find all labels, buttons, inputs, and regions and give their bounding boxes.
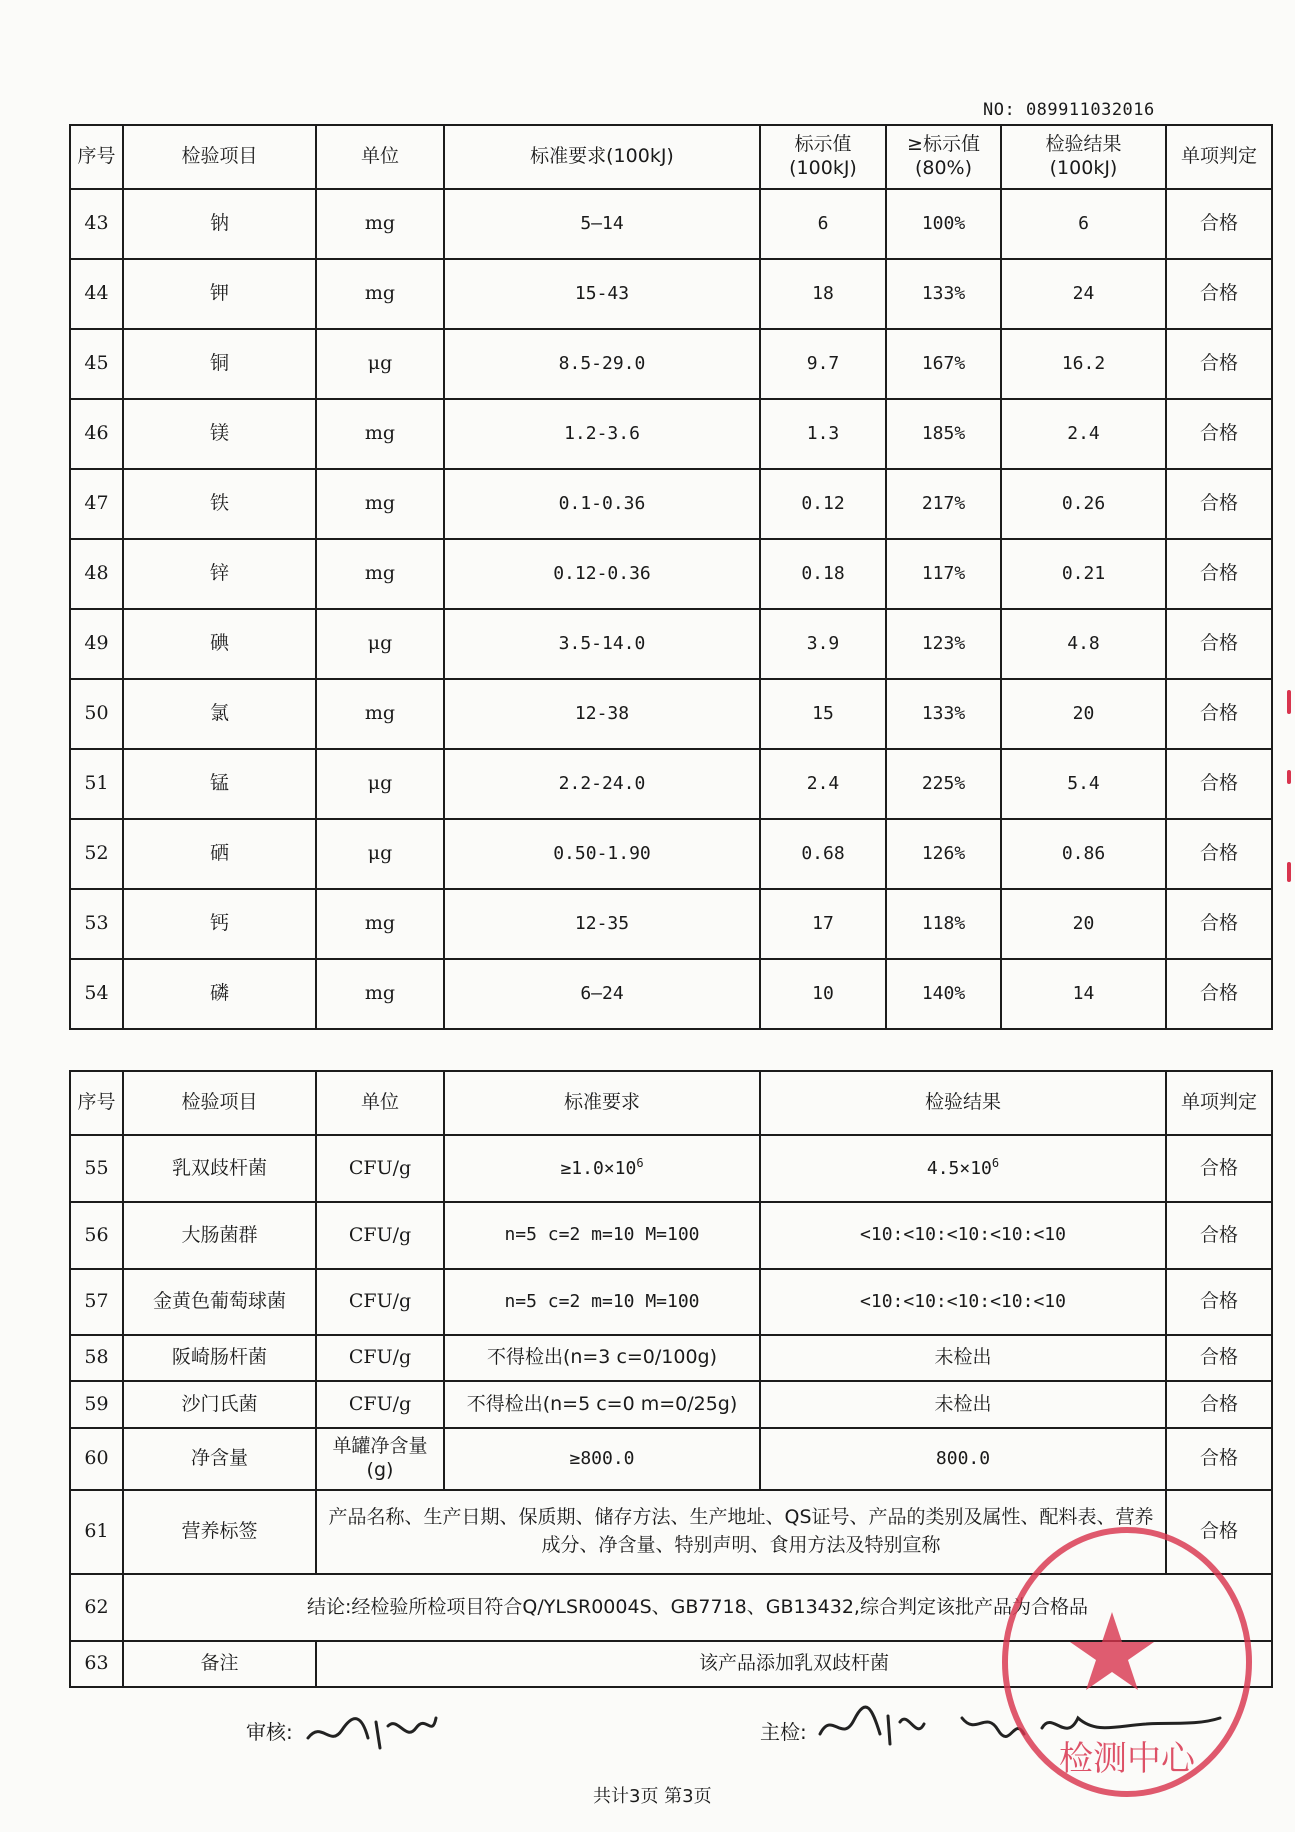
row-standard: 0.1-0.36 bbox=[444, 469, 760, 539]
row-ratio: 126% bbox=[886, 819, 1001, 889]
row-label-value: 18 bbox=[760, 259, 886, 329]
row-no: 58 bbox=[70, 1335, 123, 1381]
row-verdict: 合格 bbox=[1166, 1428, 1272, 1490]
row-item: 大肠菌群 bbox=[123, 1202, 316, 1269]
row-label-value: 9.7 bbox=[760, 329, 886, 399]
row-item: 营养标签 bbox=[123, 1490, 316, 1574]
row-item: 乳双歧杆菌 bbox=[123, 1135, 316, 1202]
row-result bbox=[760, 1135, 1166, 1202]
header-unit: 单位 bbox=[316, 1071, 444, 1135]
row-unit: μg bbox=[316, 329, 444, 399]
row-verdict: 合格 bbox=[1166, 1269, 1272, 1335]
row-ratio: 167% bbox=[886, 329, 1001, 399]
row-item: 钾 bbox=[123, 259, 316, 329]
row-unit: mg bbox=[316, 469, 444, 539]
row-result: 未检出 bbox=[760, 1381, 1166, 1428]
row-item: 镁 bbox=[123, 399, 316, 469]
table-row bbox=[70, 259, 1272, 329]
row-item: 铜 bbox=[123, 329, 316, 399]
header-item: 检验项目 bbox=[123, 125, 316, 189]
row-no: 63 bbox=[70, 1641, 123, 1687]
row-verdict: 合格 bbox=[1166, 889, 1272, 959]
row-standard: 2.2-24.0 bbox=[444, 749, 760, 819]
conclusion-text: 结论:经检验所检项目符合Q/YLSR0004S、GB7718、GB13432,综合判定该批产品为合格品 bbox=[123, 1574, 1272, 1641]
table-row bbox=[70, 539, 1272, 609]
row-standard: 6—24 bbox=[444, 959, 760, 1029]
table-row bbox=[70, 469, 1272, 539]
row-result: 0.86 bbox=[1001, 819, 1166, 889]
row-unit: CFU/g bbox=[316, 1381, 444, 1428]
row-item: 金黄色葡萄球菌 bbox=[123, 1269, 316, 1335]
row-unit: mg bbox=[316, 259, 444, 329]
row-standard bbox=[444, 1135, 760, 1202]
header-result: 检验结果 bbox=[760, 1071, 1166, 1135]
row-result: 0.26 bbox=[1001, 469, 1166, 539]
row-no: 54 bbox=[70, 959, 123, 1029]
row-verdict: 合格 bbox=[1166, 819, 1272, 889]
row-ratio: 217% bbox=[886, 469, 1001, 539]
row-unit: mg bbox=[316, 189, 444, 259]
row-unit: mg bbox=[316, 539, 444, 609]
table-row bbox=[70, 749, 1272, 819]
edge-mark bbox=[1287, 862, 1291, 882]
row-ratio: 123% bbox=[886, 609, 1001, 679]
row-result: 20 bbox=[1001, 679, 1166, 749]
red-seal-stamp bbox=[992, 1512, 1262, 1812]
nutrient-test-table bbox=[69, 124, 1273, 1030]
row-result: <10:<10:<10:<10:<10 bbox=[760, 1202, 1166, 1269]
row-label-value: 15 bbox=[760, 679, 886, 749]
table-row bbox=[70, 1381, 1272, 1428]
row-no: 62 bbox=[70, 1574, 123, 1641]
header-verdict: 单项判定 bbox=[1166, 125, 1272, 189]
row-label-value: 2.4 bbox=[760, 749, 886, 819]
row-verdict: 合格 bbox=[1166, 1335, 1272, 1381]
row-item: 阪崎肠杆菌 bbox=[123, 1335, 316, 1381]
row-result: 5.4 bbox=[1001, 749, 1166, 819]
inspector-label: 主检: bbox=[760, 1720, 807, 1744]
std-base: ≥1.0×10 bbox=[560, 1158, 637, 1180]
row-no: 55 bbox=[70, 1135, 123, 1202]
table2-header-row bbox=[70, 1071, 1272, 1135]
row-unit: mg bbox=[316, 889, 444, 959]
table-row bbox=[70, 959, 1272, 1029]
table-row bbox=[70, 1428, 1272, 1490]
row-verdict: 合格 bbox=[1166, 749, 1272, 819]
row-label-value: 0.68 bbox=[760, 819, 886, 889]
row-result: 2.4 bbox=[1001, 399, 1166, 469]
row-standard: 不得检出(n=5 c=0 m=0/25g) bbox=[444, 1381, 760, 1428]
reviewer-label: 审核: bbox=[246, 1720, 293, 1744]
row-no: 48 bbox=[70, 539, 123, 609]
row-unit: CFU/g bbox=[316, 1202, 444, 1269]
label-check-content: 产品名称、生产日期、保质期、储存方法、生产地址、QS证号、产品的类别及属性、配料表、营养成分、净含量、特别声明、食用方法及特别宣称 bbox=[316, 1490, 1166, 1574]
row-verdict: 合格 bbox=[1166, 1381, 1272, 1428]
row-ratio: 140% bbox=[886, 959, 1001, 1029]
row-item: 钠 bbox=[123, 189, 316, 259]
row-ratio: 117% bbox=[886, 539, 1001, 609]
row-label-value: 6 bbox=[760, 189, 886, 259]
row-item: 锰 bbox=[123, 749, 316, 819]
row-standard: 1.2-3.6 bbox=[444, 399, 760, 469]
row-verdict: 合格 bbox=[1166, 1490, 1272, 1574]
row-no: 44 bbox=[70, 259, 123, 329]
row-verdict: 合格 bbox=[1166, 609, 1272, 679]
row-no: 49 bbox=[70, 609, 123, 679]
row-label-value: 0.12 bbox=[760, 469, 886, 539]
row-standard: 5—14 bbox=[444, 189, 760, 259]
table-row bbox=[70, 819, 1272, 889]
row-item: 净含量 bbox=[123, 1428, 316, 1490]
row-label-value: 0.18 bbox=[760, 539, 886, 609]
table-row bbox=[70, 609, 1272, 679]
row-no: 59 bbox=[70, 1381, 123, 1428]
row-result: 24 bbox=[1001, 259, 1166, 329]
row-label-value: 17 bbox=[760, 889, 886, 959]
row-result: 16.2 bbox=[1001, 329, 1166, 399]
header-item: 检验项目 bbox=[123, 1071, 316, 1135]
header-no: 序号 bbox=[70, 125, 123, 189]
row-standard: 8.5-29.0 bbox=[444, 329, 760, 399]
row-item: 沙门氏菌 bbox=[123, 1381, 316, 1428]
row-ratio: 118% bbox=[886, 889, 1001, 959]
edge-mark bbox=[1287, 690, 1291, 714]
row-result: 0.21 bbox=[1001, 539, 1166, 609]
row-standard: n=5 c=2 m=10 M=100 bbox=[444, 1202, 760, 1269]
row-ratio: 133% bbox=[886, 679, 1001, 749]
row-no: 52 bbox=[70, 819, 123, 889]
header-standard: 标准要求 bbox=[444, 1071, 760, 1135]
header-label-value: 标示值 (100kJ) bbox=[760, 125, 886, 189]
row-standard: 12-38 bbox=[444, 679, 760, 749]
row-no: 43 bbox=[70, 189, 123, 259]
row-standard: 0.50-1.90 bbox=[444, 819, 760, 889]
row-unit: mg bbox=[316, 679, 444, 749]
row-unit: μg bbox=[316, 819, 444, 889]
row-result: 6 bbox=[1001, 189, 1166, 259]
row-result: 800.0 bbox=[760, 1428, 1166, 1490]
row-item: 锌 bbox=[123, 539, 316, 609]
result-exponent: 6 bbox=[991, 1156, 1000, 1171]
row-no: 45 bbox=[70, 329, 123, 399]
row-no: 56 bbox=[70, 1202, 123, 1269]
page-count: 共计3页 第3页 bbox=[593, 1786, 712, 1807]
row-unit: CFU/g bbox=[316, 1335, 444, 1381]
result-base: 4.5×10 bbox=[926, 1158, 992, 1180]
row-item: 硒 bbox=[123, 819, 316, 889]
table-row bbox=[70, 679, 1272, 749]
row-unit: mg bbox=[316, 959, 444, 1029]
row-verdict: 合格 bbox=[1166, 539, 1272, 609]
header-verdict: 单项判定 bbox=[1166, 1071, 1272, 1135]
row-no: 46 bbox=[70, 399, 123, 469]
row-unit: 单罐净含量 (g) bbox=[316, 1428, 444, 1490]
header-no: 序号 bbox=[70, 1071, 123, 1135]
row-no: 50 bbox=[70, 679, 123, 749]
std-exponent: 6 bbox=[636, 1156, 644, 1171]
row-verdict: 合格 bbox=[1166, 959, 1272, 1029]
row-item: 氯 bbox=[123, 679, 316, 749]
row-standard: n=5 c=2 m=10 M=100 bbox=[444, 1269, 760, 1335]
row-no: 60 bbox=[70, 1428, 123, 1490]
row-verdict: 合格 bbox=[1166, 399, 1272, 469]
row-item: 碘 bbox=[123, 609, 316, 679]
row-unit: μg bbox=[316, 609, 444, 679]
row-result: 20 bbox=[1001, 889, 1166, 959]
row-standard: 不得检出(n=3 c=0/100g) bbox=[444, 1335, 760, 1381]
row-item: 铁 bbox=[123, 469, 316, 539]
reviewer-signature bbox=[302, 1708, 442, 1763]
row-unit: CFU/g bbox=[316, 1269, 444, 1335]
seal-center-text: 检测中心 bbox=[1059, 1739, 1195, 1779]
row-result: 4.8 bbox=[1001, 609, 1166, 679]
row-ratio: 100% bbox=[886, 189, 1001, 259]
table-row bbox=[70, 189, 1272, 259]
document-number: NO: 089911032016 bbox=[983, 100, 1155, 120]
row-label-value: 10 bbox=[760, 959, 886, 1029]
row-verdict: 合格 bbox=[1166, 1202, 1272, 1269]
row-item: 钙 bbox=[123, 889, 316, 959]
row-label-value: 3.9 bbox=[760, 609, 886, 679]
row-verdict: 合格 bbox=[1166, 469, 1272, 539]
row-verdict: 合格 bbox=[1166, 679, 1272, 749]
row-verdict: 合格 bbox=[1166, 1135, 1272, 1202]
header-ratio: ≥标示值 (80%) bbox=[886, 125, 1001, 189]
row-standard: 15-43 bbox=[444, 259, 760, 329]
row-item: 磷 bbox=[123, 959, 316, 1029]
table-row bbox=[70, 1135, 1272, 1202]
table1-header-row bbox=[70, 125, 1272, 189]
row-ratio: 133% bbox=[886, 259, 1001, 329]
header-unit: 单位 bbox=[316, 125, 444, 189]
edge-mark bbox=[1287, 770, 1291, 784]
row-result: 未检出 bbox=[760, 1335, 1166, 1381]
table-row bbox=[70, 1202, 1272, 1269]
row-no: 47 bbox=[70, 469, 123, 539]
row-no: 61 bbox=[70, 1490, 123, 1574]
table-row bbox=[70, 1269, 1272, 1335]
row-ratio: 225% bbox=[886, 749, 1001, 819]
row-unit: CFU/g bbox=[316, 1135, 444, 1202]
row-label-value: 1.3 bbox=[760, 399, 886, 469]
row-no: 53 bbox=[70, 889, 123, 959]
header-result: 检验结果 (100kJ) bbox=[1001, 125, 1166, 189]
row-ratio: 185% bbox=[886, 399, 1001, 469]
row-standard: 0.12-0.36 bbox=[444, 539, 760, 609]
header-standard: 标准要求(100kJ) bbox=[444, 125, 760, 189]
row-result: 14 bbox=[1001, 959, 1166, 1029]
table-row bbox=[70, 1335, 1272, 1381]
row-verdict: 合格 bbox=[1166, 189, 1272, 259]
table-row bbox=[70, 329, 1272, 399]
row-item: 备注 bbox=[123, 1641, 316, 1687]
row-standard: 12-35 bbox=[444, 889, 760, 959]
row-standard: 3.5-14.0 bbox=[444, 609, 760, 679]
table-row bbox=[70, 399, 1272, 469]
row-verdict: 合格 bbox=[1166, 259, 1272, 329]
remark-text: 该产品添加乳双歧杆菌 bbox=[316, 1641, 1272, 1687]
row-no: 51 bbox=[70, 749, 123, 819]
row-standard: ≥800.0 bbox=[444, 1428, 760, 1490]
row-unit: mg bbox=[316, 399, 444, 469]
row-result: <10:<10:<10:<10:<10 bbox=[760, 1269, 1166, 1335]
row-no: 57 bbox=[70, 1269, 123, 1335]
row-verdict: 合格 bbox=[1166, 329, 1272, 399]
row-unit: μg bbox=[316, 749, 444, 819]
table-row bbox=[70, 889, 1272, 959]
